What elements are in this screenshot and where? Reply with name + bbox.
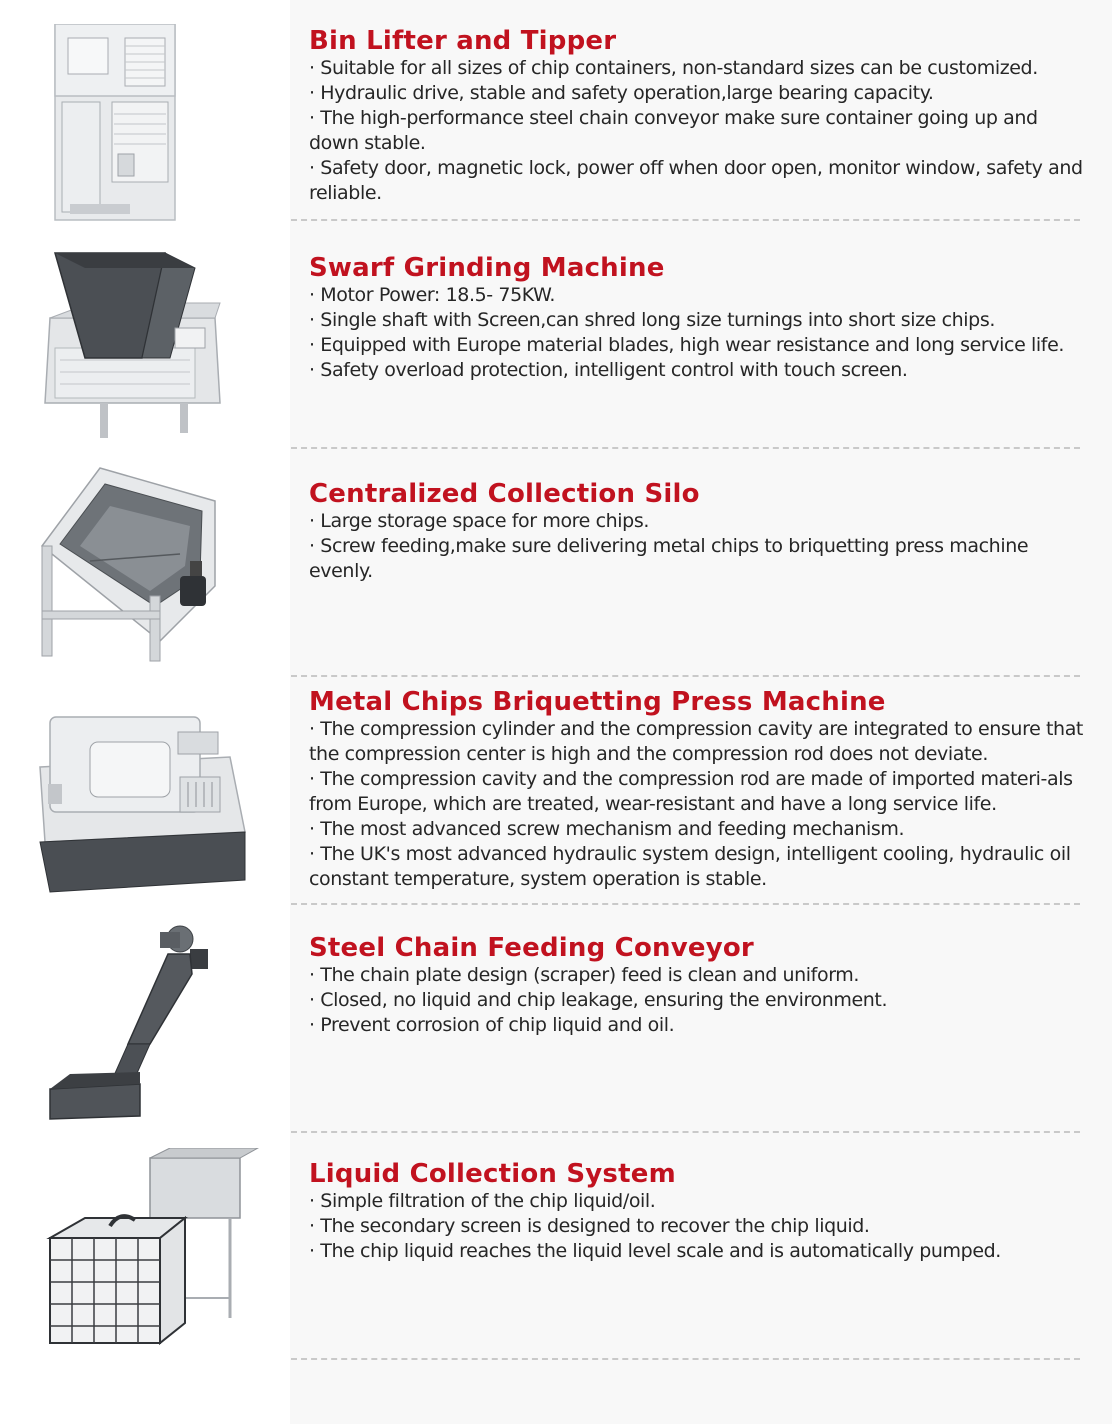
bullet-item: · Closed, no liquid and chip leakage, ensuring the environment.	[309, 989, 888, 1011]
bullet-item: · The chip liquid reaches the liquid level scale and is automatically pumped.	[309, 1240, 1001, 1262]
section-divider	[291, 219, 1080, 221]
bullet-item: · Prevent corrosion of chip liquid and oil.	[309, 1014, 675, 1036]
bin-lifter-text	[309, 27, 1084, 206]
bullet-item: · The chain plate design (scraper) feed is clean and uniform.	[309, 964, 860, 986]
bullet-item: · Hydraulic drive, stable and safety operation,large bearing capacity.	[309, 82, 934, 104]
section-divider	[291, 447, 1080, 449]
bullet-item: · Large storage space for more chips.	[309, 510, 649, 532]
bullet-item: · The compression cylinder and the compression cavity are integrated to ensure that the compression center is high and the compression rod does not deviate.	[309, 718, 1083, 765]
grinding-machine-text	[309, 254, 1084, 383]
briquetting-press-icon	[30, 712, 270, 902]
bullet-item: · Screw feeding,make sure delivering metal chips to briquetting press machine evenly.	[309, 535, 1029, 582]
bullet-item: · Motor Power: 18.5- 75KW.	[309, 284, 555, 306]
section-divider	[291, 675, 1080, 677]
section-divider	[291, 1358, 1080, 1360]
chain-conveyor-icon	[30, 924, 270, 1124]
section-title: Steel Chain Feeding Conveyor	[309, 933, 754, 963]
bin-lifter-machine-icon	[30, 24, 270, 224]
section-title: Swarf Grinding Machine	[309, 253, 665, 283]
bullet-item: · Simple filtration of the chip liquid/oil.	[309, 1190, 656, 1212]
bullet-item: · The high-performance steel chain conveyor make sure container going up and down stable.	[309, 107, 1038, 154]
bullet-item: · The most advanced screw mechanism and feeding mechanism.	[309, 818, 905, 840]
section-title: Liquid Collection System	[309, 1159, 676, 1189]
bullet-item: · Single shaft with Screen,can shred long size turnings into short size chips.	[309, 309, 995, 331]
bullet-item: · The UK's most advanced hydraulic system design, intelligent cooling, hydraulic oil constant temperature, system operation is stable.	[309, 843, 1071, 890]
bullet-item: · The compression cavity and the compression rod are made of imported materi-als from Europe, which are treated, wear-resistant and have a long service life.	[309, 768, 1073, 815]
grinding-machine-icon	[30, 248, 270, 448]
section-title: Centralized Collection Silo	[309, 479, 700, 509]
bullet-item: · Suitable for all sizes of chip containers, non-standard sizes can be customized.	[309, 57, 1038, 79]
section-title: Bin Lifter and Tipper	[309, 26, 617, 56]
section-divider	[291, 903, 1080, 905]
collection-silo-icon	[30, 466, 270, 666]
section-divider	[291, 1131, 1080, 1133]
liquid-collection-text	[309, 1160, 1084, 1264]
collection-silo-text	[309, 480, 1084, 584]
briquetting-press-text	[309, 688, 1084, 892]
liquid-collection-tank-icon	[30, 1148, 270, 1348]
bullet-item: · The secondary screen is designed to recover the chip liquid.	[309, 1215, 870, 1237]
bullet-item: · Equipped with Europe material blades, high wear resistance and long service life.	[309, 334, 1064, 356]
chain-conveyor-text	[309, 934, 1084, 1038]
bullet-item: · Safety door, magnetic lock, power off when door open, monitor window, safety and reliable.	[309, 157, 1083, 204]
section-title: Metal Chips Briquetting Press Machine	[309, 687, 886, 717]
bullet-item: · Safety overload protection, intelligent control with touch screen.	[309, 359, 908, 381]
